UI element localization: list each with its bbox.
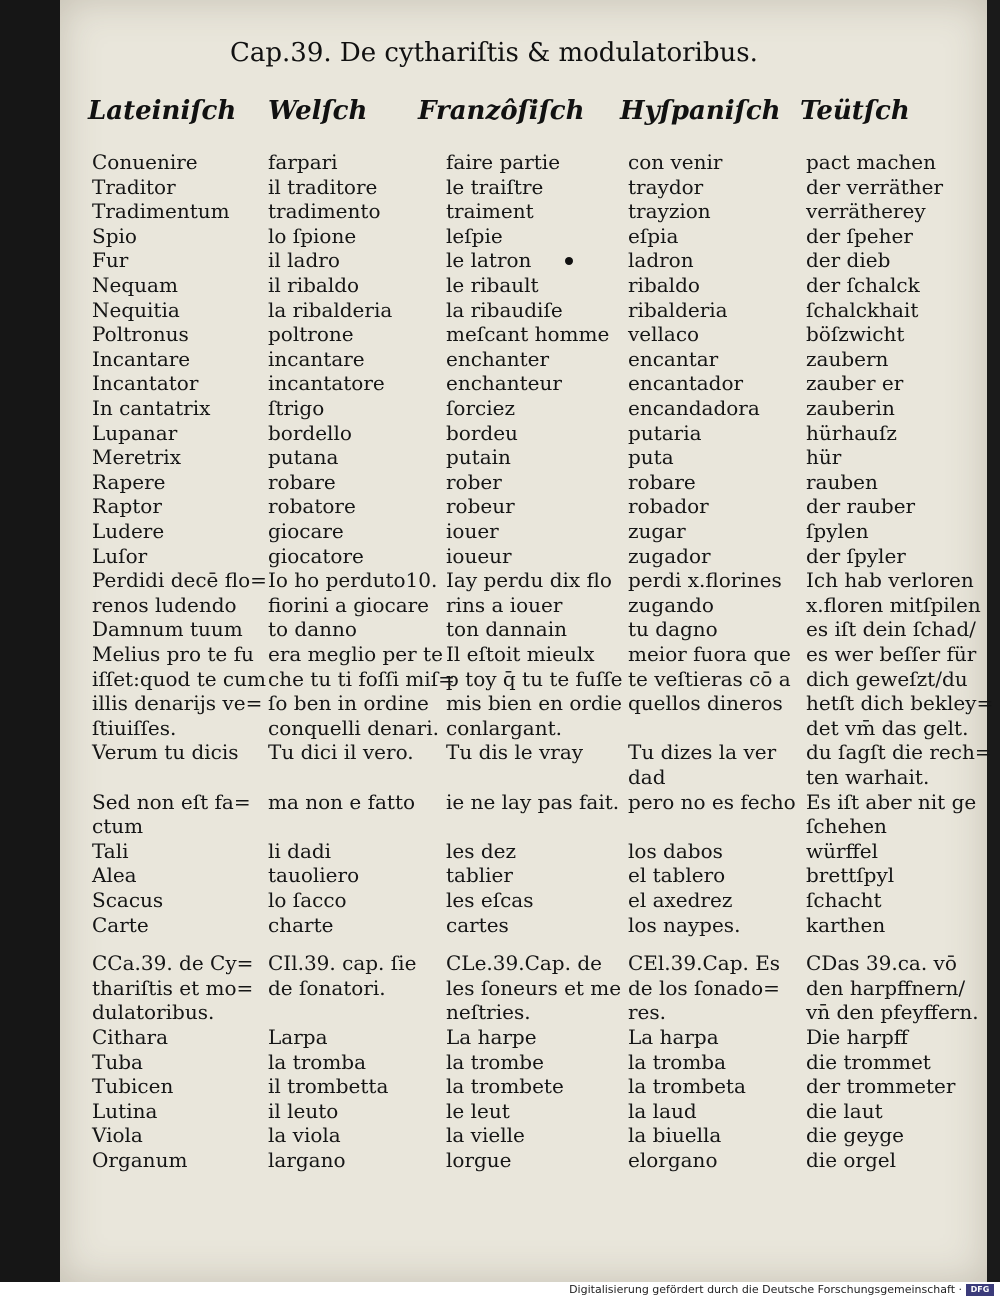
term-german: die trommet bbox=[806, 1049, 931, 1074]
term-italian: ma non e fatto bbox=[268, 789, 416, 814]
term-italian: ſo ben in ordine bbox=[268, 691, 429, 716]
term-spanish: robador bbox=[628, 494, 709, 519]
term-italian: tauoliero bbox=[268, 863, 360, 888]
footer-text: Digitalisierung gefördert durch die Deutsche Forschungsgemeinschaft · bbox=[569, 1283, 962, 1296]
term-french: conlargant. bbox=[446, 715, 563, 740]
term-spanish: CEl.39.Cap. Es bbox=[628, 951, 781, 976]
term-italian: de ſonatori. bbox=[268, 975, 386, 1000]
term-italian: CIl.39. cap. ſie bbox=[268, 951, 417, 976]
term-french: putain bbox=[446, 445, 511, 470]
term-latin: Verum tu dicis bbox=[92, 740, 239, 765]
term-italian: conquelli denari. bbox=[268, 715, 439, 740]
term-latin: Fur bbox=[92, 248, 129, 273]
term-spanish: Tu dizes la ver bbox=[628, 740, 777, 765]
term-latin: Alea bbox=[92, 863, 137, 888]
term-spanish: pero no es fecho bbox=[628, 789, 796, 814]
term-latin: Traditor bbox=[92, 174, 176, 199]
term-latin: Sed non eſt fa= bbox=[92, 789, 251, 814]
term-french: iouer bbox=[446, 519, 499, 543]
term-german: Es iſt aber nit ge bbox=[806, 789, 977, 814]
term-spanish: quellos dineros bbox=[628, 691, 783, 716]
term-italian: Tu dici il vero. bbox=[268, 740, 414, 765]
term-german: du ſagſt die rech= bbox=[806, 740, 992, 765]
term-german: der dieb bbox=[806, 248, 891, 273]
term-german: hür bbox=[806, 445, 842, 470]
term-french: ton dannain bbox=[446, 617, 568, 642]
term-german: der verräther bbox=[806, 174, 944, 199]
term-spanish: traydor bbox=[628, 174, 704, 199]
term-french: la trombete bbox=[446, 1074, 564, 1099]
term-latin: Nequam bbox=[92, 273, 178, 297]
term-latin: Ludere bbox=[92, 519, 165, 543]
term-italian: charte bbox=[268, 912, 334, 937]
term-german: vn̄ den pfeyffern. bbox=[806, 1000, 979, 1025]
term-latin: Carte bbox=[92, 912, 149, 937]
term-german: der rauber bbox=[806, 494, 916, 519]
scan-left-edge bbox=[0, 0, 60, 1282]
term-german: pact machen bbox=[806, 150, 937, 174]
term-german: brettſpyl bbox=[806, 863, 895, 888]
term-italian: era meglio per te bbox=[268, 642, 443, 666]
term-german: böſzwicht bbox=[806, 322, 905, 347]
term-italian: la ribalderia bbox=[268, 297, 393, 322]
term-spanish: el tablero bbox=[628, 863, 726, 888]
term-french: le latron bbox=[446, 248, 532, 273]
term-latin: Raptor bbox=[92, 494, 162, 519]
term-latin: Lupanar bbox=[92, 420, 178, 445]
term-french: leſpie bbox=[446, 223, 503, 248]
term-french: p toy q̄ tu te fuſſe bbox=[446, 666, 623, 691]
term-french: rins a iouer bbox=[446, 592, 563, 617]
term-latin: Tubicen bbox=[92, 1074, 174, 1099]
ink-dot bbox=[565, 257, 573, 265]
term-french: la vielle bbox=[446, 1123, 525, 1148]
term-latin: Organum bbox=[92, 1148, 188, 1172]
term-italian: giocatore bbox=[268, 543, 364, 568]
term-latin: Damnum tuum bbox=[92, 617, 243, 642]
term-french: Tu dis le vray bbox=[446, 740, 584, 765]
term-german: ſchacht bbox=[806, 888, 882, 912]
term-german: der trommeter bbox=[806, 1074, 956, 1099]
term-german: es wer beſſer für bbox=[806, 642, 977, 666]
term-latin: ſtiuiſſes. bbox=[92, 715, 177, 740]
term-french: le leut bbox=[446, 1098, 510, 1123]
term-spanish: la tromba bbox=[628, 1049, 727, 1074]
term-latin: Perdidi decē flo= bbox=[92, 568, 267, 593]
term-latin: Nequitia bbox=[92, 297, 180, 322]
term-german: ſchehen bbox=[806, 814, 887, 839]
term-latin: Poltronus bbox=[92, 322, 189, 347]
term-french: bordeu bbox=[446, 420, 518, 445]
term-german: verrätherey bbox=[806, 199, 926, 224]
term-german: der ſchalck bbox=[806, 273, 920, 297]
term-german: ſpylen bbox=[806, 519, 869, 543]
term-french: Il eſtoit mieulx bbox=[446, 642, 595, 666]
term-spanish: encantar bbox=[628, 346, 719, 371]
term-italian: bordello bbox=[268, 420, 352, 445]
term-german: die orgel bbox=[806, 1148, 897, 1172]
term-latin: Incantator bbox=[92, 371, 199, 396]
term-spanish: perdi x.florines bbox=[628, 568, 782, 593]
term-german: hürhauſz bbox=[806, 420, 897, 445]
term-french: les ſoneurs et me bbox=[446, 975, 622, 1000]
term-italian: farpari bbox=[268, 150, 338, 174]
term-spanish: te veſtieras cō a bbox=[628, 666, 791, 691]
header-italian: Welſch bbox=[268, 96, 368, 126]
term-french: traiment bbox=[446, 199, 534, 224]
term-german: dich geweſzt/du bbox=[806, 666, 968, 691]
term-italian: ſtrigo bbox=[268, 396, 325, 420]
term-italian: Larpa bbox=[268, 1025, 328, 1049]
term-french: neſtries. bbox=[446, 1000, 531, 1025]
term-german: det vm̄ das gelt. bbox=[806, 715, 969, 740]
term-spanish: dad bbox=[628, 765, 666, 789]
term-latin: thariſtis et mo= bbox=[92, 975, 254, 1000]
term-spanish: elorgano bbox=[628, 1148, 718, 1172]
term-spanish: robare bbox=[628, 469, 696, 494]
term-italian: incantatore bbox=[268, 371, 385, 396]
header-latin: Lateiniſch bbox=[88, 96, 237, 126]
term-german: der ſpyler bbox=[806, 543, 906, 568]
term-spanish: el axedrez bbox=[628, 888, 733, 912]
term-french: les dez bbox=[446, 838, 517, 863]
term-german: x.floren mitſpilen bbox=[806, 592, 981, 617]
term-italian: giocare bbox=[268, 519, 344, 543]
term-french: lorgue bbox=[446, 1148, 512, 1172]
term-italian: robatore bbox=[268, 494, 356, 519]
page-title: Cap.39. De cythariſtis & modulatoribus. bbox=[230, 38, 758, 68]
header-spanish: Hyſpaniſch bbox=[620, 96, 781, 126]
term-italian: robare bbox=[268, 469, 336, 494]
term-spanish: tu dagno bbox=[628, 617, 718, 642]
term-french: ſorciez bbox=[446, 396, 515, 420]
term-french: les eſcas bbox=[446, 888, 534, 912]
term-latin: Rapere bbox=[92, 469, 166, 494]
term-latin: In cantatrix bbox=[92, 396, 211, 420]
term-german: zauber er bbox=[806, 371, 904, 396]
term-french: Iay perdu dix flo bbox=[446, 568, 612, 593]
term-spanish: ribaldo bbox=[628, 273, 700, 297]
term-italian: largano bbox=[268, 1148, 346, 1172]
term-spanish: ribalderia bbox=[628, 297, 728, 322]
term-italian: to danno bbox=[268, 617, 357, 642]
term-spanish: con venir bbox=[628, 150, 723, 174]
term-latin: dulatoribus. bbox=[92, 1000, 215, 1025]
term-spanish: res. bbox=[628, 1000, 667, 1025]
term-german: Die harpff bbox=[806, 1025, 909, 1049]
term-spanish: meior fuora que bbox=[628, 642, 791, 666]
term-latin: Tradimentum bbox=[92, 199, 230, 224]
term-latin: Incantare bbox=[92, 346, 191, 371]
term-german: Ich hab verloren bbox=[806, 568, 974, 593]
dfg-logo: DFG bbox=[966, 1284, 994, 1296]
term-french: ie ne lay pas fait. bbox=[446, 789, 620, 814]
term-italian: lo ſpione bbox=[268, 223, 357, 248]
term-french: la ribaudiſe bbox=[446, 297, 563, 322]
term-spanish: zugador bbox=[628, 543, 711, 568]
term-spanish: zugar bbox=[628, 519, 686, 543]
term-french: robeur bbox=[446, 494, 515, 519]
term-german: die laut bbox=[806, 1098, 883, 1123]
term-italian: poltrone bbox=[268, 322, 354, 347]
term-spanish: encandadora bbox=[628, 396, 760, 420]
term-french: mis bien en ordie bbox=[446, 691, 622, 716]
term-german: ſchalckhait bbox=[806, 297, 919, 322]
term-italian: putana bbox=[268, 445, 339, 470]
term-latin: Tali bbox=[92, 838, 129, 863]
term-spanish: eſpia bbox=[628, 223, 679, 248]
term-french: CLe.39.Cap. de bbox=[446, 951, 602, 976]
term-spanish: la laud bbox=[628, 1098, 697, 1123]
term-italian: Io ho perduto10. bbox=[268, 568, 438, 593]
term-latin: Lutina bbox=[92, 1098, 158, 1123]
term-latin: illis denarijs ve= bbox=[92, 691, 263, 716]
term-french: La harpe bbox=[446, 1025, 537, 1049]
term-italian: il trombetta bbox=[268, 1074, 389, 1099]
term-german: die geyge bbox=[806, 1123, 904, 1148]
term-latin: Tuba bbox=[92, 1049, 143, 1074]
term-italian: la viola bbox=[268, 1123, 341, 1148]
term-spanish: los naypes. bbox=[628, 912, 741, 937]
term-latin: Spio bbox=[92, 223, 137, 248]
term-latin: ctum bbox=[92, 814, 144, 839]
term-italian: incantare bbox=[268, 346, 365, 371]
term-italian: lo ſacco bbox=[268, 888, 347, 912]
term-spanish: ladron bbox=[628, 248, 694, 273]
term-french: la trombe bbox=[446, 1049, 544, 1074]
term-french: rober bbox=[446, 469, 502, 494]
term-french: tablier bbox=[446, 863, 513, 888]
term-spanish: de los ſonado= bbox=[628, 975, 780, 1000]
term-french: le traiſtre bbox=[446, 174, 544, 199]
term-german: ten warhait. bbox=[806, 765, 930, 789]
term-latin: Conuenire bbox=[92, 150, 198, 174]
term-french: ioueur bbox=[446, 543, 512, 568]
term-german: hetſt dich bekley= bbox=[806, 691, 994, 716]
term-italian: la tromba bbox=[268, 1049, 367, 1074]
term-spanish: vellaco bbox=[628, 322, 700, 347]
term-spanish: encantador bbox=[628, 371, 744, 396]
term-german: CDas 39.ca. vō bbox=[806, 951, 957, 976]
term-spanish: trayzion bbox=[628, 199, 711, 224]
term-french: enchanter bbox=[446, 346, 550, 371]
term-german: es iſt dein ſchad/ bbox=[806, 617, 976, 642]
term-german: den harpffnern/ bbox=[806, 975, 966, 1000]
term-latin: Meretrix bbox=[92, 445, 181, 470]
term-latin: iſſet:quod te cum bbox=[92, 666, 266, 691]
term-latin: Viola bbox=[92, 1123, 143, 1148]
term-italian: li dadi bbox=[268, 838, 332, 863]
term-italian: il ladro bbox=[268, 248, 340, 273]
term-german: rauben bbox=[806, 469, 878, 494]
term-latin: Scacus bbox=[92, 888, 164, 912]
term-spanish: La harpa bbox=[628, 1025, 719, 1049]
term-french: cartes bbox=[446, 912, 509, 937]
term-italian: tradimento bbox=[268, 199, 381, 224]
term-latin: Luſor bbox=[92, 543, 148, 568]
term-french: faire partie bbox=[446, 150, 561, 174]
term-italian: il leuto bbox=[268, 1098, 339, 1123]
term-german: der ſpeher bbox=[806, 223, 913, 248]
term-italian: il ribaldo bbox=[268, 273, 360, 297]
term-italian: che tu ti foſſi miſ= bbox=[268, 666, 455, 691]
term-german: karthen bbox=[806, 912, 886, 937]
term-spanish: los dabos bbox=[628, 838, 723, 863]
term-french: enchanteur bbox=[446, 371, 562, 396]
term-spanish: la trombeta bbox=[628, 1074, 746, 1099]
term-spanish: zugando bbox=[628, 592, 714, 617]
term-french: le ribault bbox=[446, 273, 539, 297]
term-german: zaubern bbox=[806, 346, 889, 371]
term-italian: il traditore bbox=[268, 174, 378, 199]
term-german: würffel bbox=[806, 838, 879, 863]
term-latin: Melius pro te fu bbox=[92, 642, 254, 666]
term-italian: fiorini a giocare bbox=[268, 592, 430, 617]
term-latin: renos ludendo bbox=[92, 592, 237, 617]
header-french: Franzôſiſch bbox=[418, 96, 585, 126]
header-german: Teütſch bbox=[800, 96, 910, 126]
term-german: zauberin bbox=[806, 396, 895, 420]
term-spanish: putaria bbox=[628, 420, 702, 445]
term-french: meſcant homme bbox=[446, 322, 610, 347]
term-spanish: la biuella bbox=[628, 1123, 722, 1148]
term-latin: Cithara bbox=[92, 1025, 169, 1049]
term-spanish: puta bbox=[628, 445, 674, 470]
footer bbox=[0, 1282, 1000, 1298]
term-latin: CCa.39. de Cy= bbox=[92, 951, 254, 976]
